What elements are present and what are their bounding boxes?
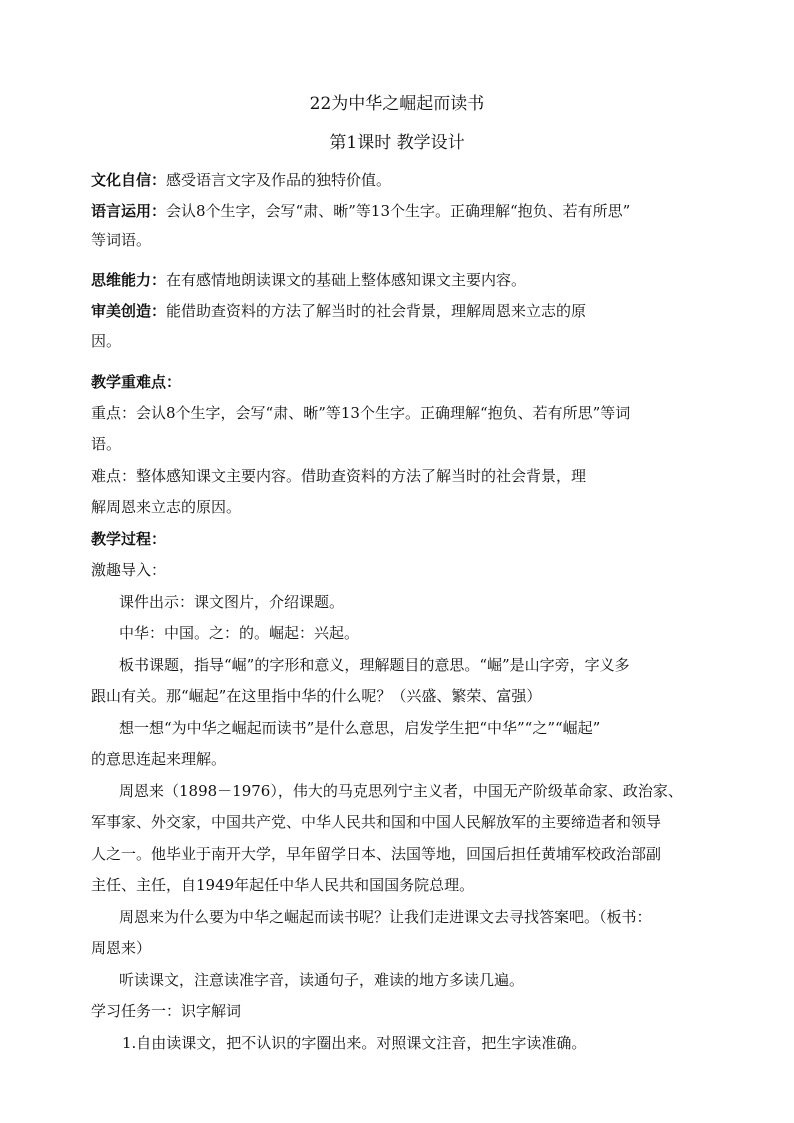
task1-heading: 学习任务一：识字解词 xyxy=(91,1002,242,1020)
process-line: 中华：中国。之：的。崛起：兴起。 xyxy=(119,624,360,642)
process-line: 主任、主任，自1949年起任中华人民共和国国务院总理。 xyxy=(91,876,475,894)
objective-text: 能借助查资料的方法了解当时的社会背景，理解周恩来立志的原 xyxy=(166,302,587,320)
objective-label: 语言运用： xyxy=(91,202,167,220)
objective-label: 思维能力： xyxy=(91,271,167,289)
process-line: 想一想“为中华之崛起而读书”是什么意思，启发学生把“中华”“之”“崛起” xyxy=(119,719,601,737)
process-line: 课件出示：课文图片，介绍课题。 xyxy=(119,593,345,611)
key-points-heading: 教学重难点： xyxy=(91,373,182,391)
objective-aesthetic-cont: 因。 xyxy=(91,332,122,350)
task1-step: 1.自由读课文，把不认识的字圈出来。对照课文注音，把生字读准确。 xyxy=(122,1034,587,1052)
objective-text: 会认8个生字，会写“肃、晰”等13个生字。正确理解“抱负、若有所思” xyxy=(166,202,631,220)
process-heading: 教学过程： xyxy=(91,530,167,548)
objective-text: 在有感情地朗读课文的基础上整体感知课文主要内容。 xyxy=(166,271,527,289)
focus-line: 重点：会认8个生字，会写“肃、晰”等13个生字。正确理解“抱负、若有所思”等词 xyxy=(91,404,631,422)
difficulty-line: 难点：整体感知课文主要内容。借助查资料的方法了解当时的社会背景，理 xyxy=(91,467,587,485)
process-line: 周恩来为什么要为中华之崛起而读书呢？让我们走进课文去寻找答案吧。（板书： xyxy=(119,908,652,926)
process-line: 周恩来） xyxy=(91,939,152,957)
objective-text: 感受语言文字及作品的独特价值。 xyxy=(166,171,392,189)
difficulty-line: 解周恩来立志的原因。 xyxy=(91,498,242,516)
objective-language-cont: 等词语。 xyxy=(91,231,152,249)
process-line: 的意思连起来理解。 xyxy=(91,750,227,768)
objective-aesthetic xyxy=(91,301,586,321)
process-line: 周恩来（1898－1976），伟大的马克思列宁主义者，中国无产阶级革命家、政治家、 xyxy=(119,782,683,800)
process-line: 板书课题，指导“崛”的字形和意义，理解题目的意思。“崛”是山字旁，字义多 xyxy=(119,656,630,674)
objective-label: 文化自信： xyxy=(91,171,167,189)
objective-label: 审美创造： xyxy=(91,302,167,320)
process-line: 军事家、外交家，中国共产党、中华人民共和国和中国人民解放军的主要缔造者和领导 xyxy=(91,813,662,831)
process-line: 人之一。他毕业于南开大学，早年留学日本、法国等地，回国后担任黄埔军校政治部副 xyxy=(91,845,662,863)
process-line: 听读课文，注意读准字音，读通句子，难读的地方多读几遍。 xyxy=(119,971,525,989)
process-intro: 激趣导入： xyxy=(91,561,167,579)
objective-culture xyxy=(91,170,391,190)
document-title: 22为中华之崛起而读书 xyxy=(309,94,485,114)
objective-language xyxy=(91,201,630,221)
process-line: 跟山有关。那“崛起”在这里指中华的什么呢？（兴盛、繁荣、富强） xyxy=(91,687,542,705)
objective-thinking xyxy=(91,270,526,290)
document-subtitle: 第1课时 教学设计 xyxy=(329,133,465,153)
focus-line: 语。 xyxy=(91,435,122,453)
